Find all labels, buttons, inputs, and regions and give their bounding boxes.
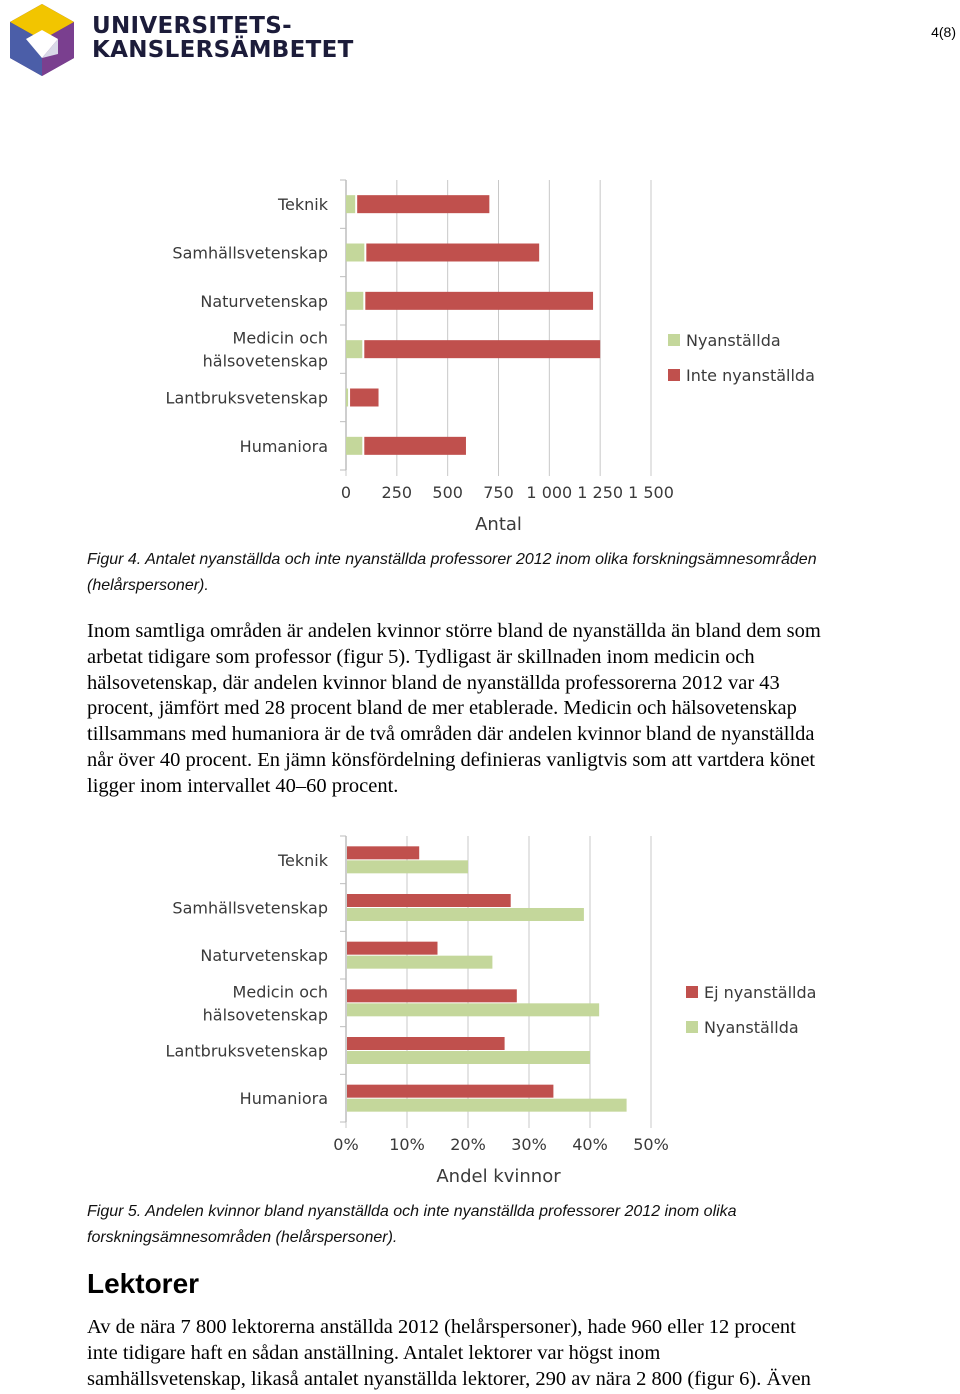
- fig4-legend-label: Inte nyanställda: [686, 366, 815, 385]
- figure4-caption-text: [87, 547, 887, 599]
- fig4-xtick-label: 0: [340, 483, 352, 502]
- fig5-bar: [347, 1003, 599, 1016]
- paragraph-lektorer: [87, 1315, 887, 1392]
- fig5-legend-label: Nyanställda: [704, 1018, 799, 1037]
- fig5-bar: [347, 1085, 553, 1098]
- figure4-caption: [87, 547, 887, 599]
- figure5-caption-text: [87, 1199, 887, 1251]
- fig5-legend-swatch: [686, 1021, 698, 1033]
- paragraph-intro-line: ligger inom intervallet 40–60 procent.: [87, 774, 399, 797]
- fig4-category-label: Teknik: [277, 195, 328, 215]
- figure5-caption: [87, 1199, 887, 1251]
- fig5-category-label: hälsovetenskap: [202, 1005, 328, 1025]
- fig4-bar: [346, 195, 355, 213]
- fig5-xtick-label: 50%: [633, 1135, 669, 1154]
- fig5-bar: [347, 860, 468, 873]
- paragraph-intro: [87, 619, 887, 800]
- paragraph-intro-line: tillsammans med humaniora är de två områden där andelen kvinnor bland de nyanställda: [87, 723, 815, 746]
- paragraph-intro-line: hälsovetenskap, där andelen kvinnor bland de nyanställda professorerna 2012 var 43: [87, 671, 780, 694]
- fig4-bar: [346, 292, 363, 310]
- paragraph-intro-line: Inom samtliga områden är andelen kvinnor större bland de nyanställda än bland dem som: [87, 620, 821, 642]
- fig4-bar: [346, 244, 364, 262]
- fig4-legend-swatch: [668, 369, 680, 381]
- fig5-xtick-label: 10%: [389, 1135, 425, 1154]
- fig5-legend-label: Ej nyanställda: [704, 983, 817, 1002]
- figure4-caption-line: (helårspersoner).: [87, 577, 209, 594]
- figure4-caption-line: Figur 4. Antalet nyanställda och inte nyanställda professorer 2012 inom olika forskningsämnesområden: [87, 551, 817, 568]
- fig4-bar: [364, 340, 600, 358]
- fig4-category-label: Lantbruksvetenskap: [165, 388, 328, 408]
- fig4-category-label: Naturvetenskap: [200, 291, 328, 311]
- figure4-chart-svg: [160, 170, 840, 540]
- fig4-bar: [357, 195, 489, 213]
- paragraph-intro-line: arbetat tidigare som professor (figur 5). Tydligast är skillnaden inom medicin och: [87, 645, 755, 668]
- fig4-xtick-label: 1 500: [628, 483, 674, 502]
- fig5-category-label: Naturvetenskap: [200, 946, 328, 966]
- paragraph-lektorer-line: Av de nära 7 800 lektorerna anställda 2012 (helårspersoner), hade 960 eller 12 procent: [87, 1316, 796, 1338]
- fig4-xtick-label: 750: [483, 483, 514, 502]
- fig5-xtick-label: 30%: [511, 1135, 547, 1154]
- fig5-xtick-label: 0%: [333, 1135, 359, 1154]
- fig4-legend-label: Nyanställda: [686, 331, 781, 350]
- fig5-x-axis-title: Andel kvinnor: [436, 1166, 561, 1187]
- fig4-xtick-label: 250: [381, 483, 413, 502]
- paragraph-lektorer-line: inte tidigare haft en sådan anställning. Antalet lektorer var högst inom: [87, 1341, 661, 1364]
- fig4-category-label: hälsovetenskap: [202, 351, 328, 371]
- figure5-caption-line: forskningsämnesområden (helårspersoner).: [87, 1229, 398, 1246]
- fig4-x-axis-title: Antal: [475, 514, 522, 535]
- fig5-bar: [347, 989, 517, 1002]
- fig5-bar: [347, 1051, 590, 1064]
- fig4-bar: [366, 244, 539, 262]
- figure5-chart: [160, 826, 840, 1196]
- fig4-xtick-label: 1 250: [577, 483, 624, 502]
- fig5-xtick-label: 40%: [572, 1135, 608, 1154]
- org-name-line2: KANSLERSÄMBETET: [92, 37, 354, 63]
- fig5-category-label: Samhällsvetenskap: [172, 898, 328, 918]
- fig5-category-label: Teknik: [277, 850, 328, 870]
- org-name-line1: UNIVERSITETS-: [92, 13, 292, 39]
- fig5-bar: [347, 956, 492, 969]
- fig5-bar: [347, 908, 584, 921]
- section-heading: Lektorer: [87, 1268, 200, 1299]
- figure5-caption-line: Figur 5. Andelen kvinnor bland nyanställda och inte nyanställda professorer 2012 inom olika: [87, 1203, 737, 1220]
- fig4-legend-swatch: [668, 334, 680, 346]
- fig4-bar: [346, 437, 362, 455]
- fig4-xtick-label: 1 000: [526, 483, 573, 502]
- fig4-bar: [346, 389, 348, 407]
- fig4-xtick-label: 500: [432, 483, 463, 502]
- paragraph-intro-line: når över 40 procent. En jämn könsfördelning definieras vanligtvis som att vartdera könet: [87, 748, 816, 771]
- fig5-bar: [347, 894, 511, 907]
- org-name: [92, 14, 354, 62]
- figure4-chart: [160, 170, 840, 540]
- fig4-category-label: Samhällsvetenskap: [172, 243, 328, 263]
- fig4-category-label: Humaniora: [239, 436, 328, 456]
- fig5-category-label: Medicin och: [232, 982, 328, 1002]
- fig4-bar: [346, 340, 362, 358]
- fig4-bar: [365, 292, 593, 310]
- fig5-bar: [347, 1037, 505, 1050]
- fig5-category-label: Humaniora: [239, 1089, 328, 1109]
- figure5-chart-svg: [160, 826, 840, 1196]
- fig5-xtick-label: 20%: [450, 1135, 486, 1154]
- org-logo: [6, 2, 354, 80]
- fig5-bar: [347, 942, 438, 955]
- fig4-bar: [364, 437, 466, 455]
- fig4-category-label: Medicin och: [232, 328, 328, 348]
- logo-emblem-icon: [6, 2, 78, 78]
- fig5-bar: [347, 1099, 627, 1112]
- page-number: 4(8): [931, 24, 956, 40]
- fig5-legend-swatch: [686, 986, 698, 998]
- fig5-bar: [347, 846, 419, 859]
- paragraph-intro-line: procent, jämfört med 28 procent bland de mer etablerade. Medicin och hälsovetenskap: [87, 697, 797, 720]
- paragraph-lektorer-line: samhällsvetenskap, likaså antalet nyanställda lektorer, 290 av nära 2 800 (figur 6). Även: [87, 1367, 811, 1390]
- fig5-category-label: Lantbruksvetenskap: [165, 1041, 328, 1061]
- fig4-bar: [350, 389, 378, 407]
